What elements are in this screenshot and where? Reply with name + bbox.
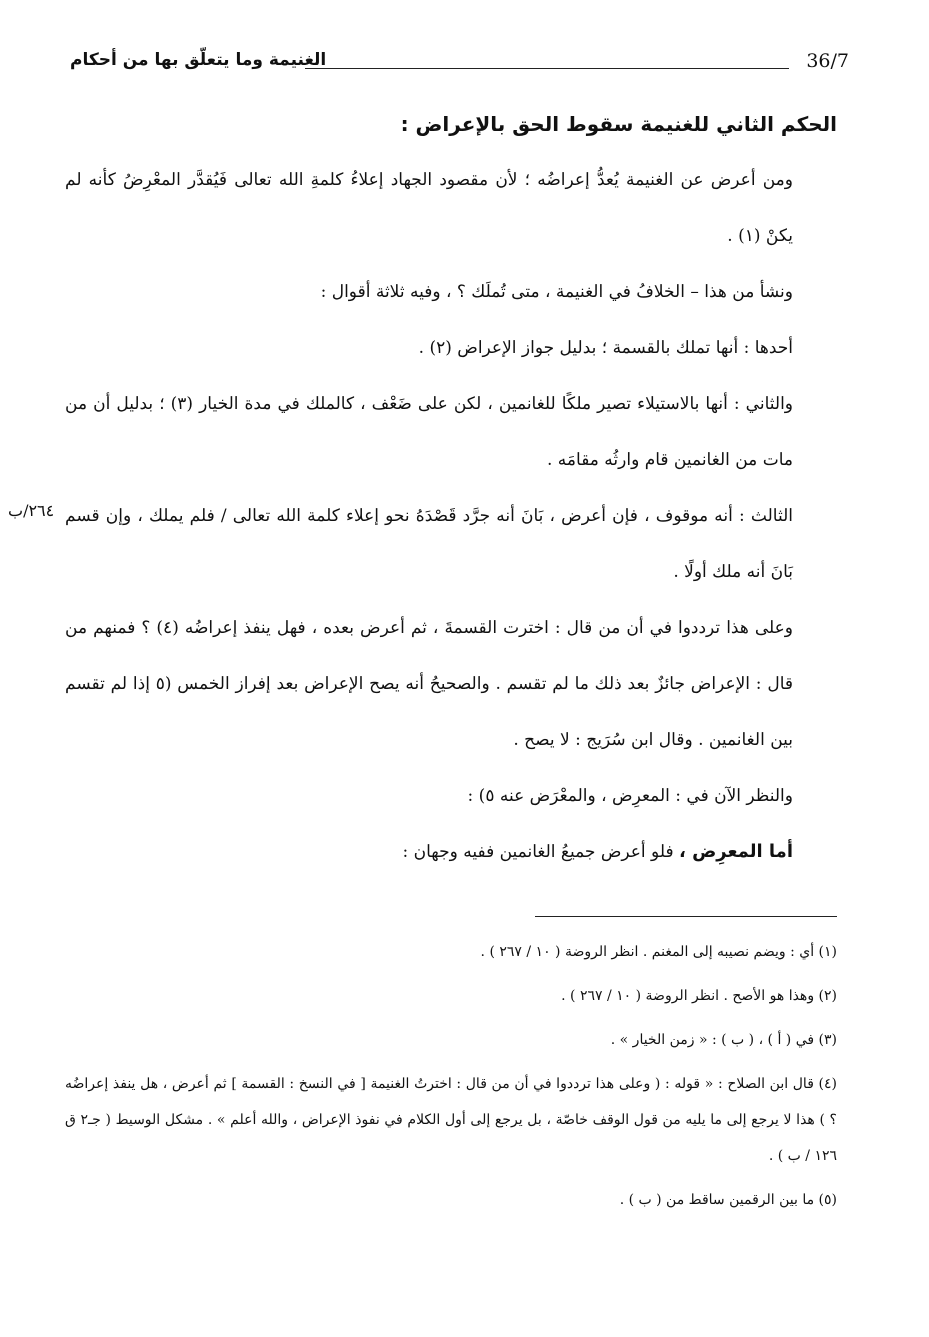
header-rule bbox=[305, 68, 789, 69]
footnote: (٢) وهذا هو الأصح . انظر الروضة ( ١٠ / ٢٦٧ ) . bbox=[561, 988, 837, 1004]
paragraph-text: فلو أعرض جميعُ الغانمين ففيه وجهان : bbox=[402, 842, 679, 862]
paragraph: ومن أعرض عن الغنيمة يُعدُّ إعراضُه ؛ لأن مقصود الجهاد إعلاءُ كلمةِ الله تعالى فَيُقدَّر المعْرِضُ كأنه لم يكنْ (١) . bbox=[65, 170, 793, 246]
paragraph: ونشأ من هذا – الخلافُ في الغنيمة ، متى تُملَك ؟ ، وفيه ثلاثة أقوال : bbox=[320, 282, 793, 302]
paragraph: والثاني : أنها بالاستيلاء تصير ملكًا للغانمين ، لكن على ضَعْف ، كالملك في مدة الخيار (٣) ؛ بدليل أن من مات من الغانمين قام وارثُه مقامَه . bbox=[65, 394, 793, 470]
footnote: (٤) قال ابن الصلاح : « قوله : ( وعلى هذا ترددوا في أن من قال : اخترتُ الغنيمة [ في النسخ : القسمة ] ثم أعرض ، هل ينفذ إعراضُه ؟ ) هذا لا يرجع إلى ما يليه من قول الوقف خاصّة ، بل يرجع إلى أول الكلام في نفوذ الإعراض ، والله أعلم » . مشكل الوسيط ( جـ٢ ق ١٢٦ / ب ) . bbox=[65, 1076, 837, 1164]
paragraph: الثالث : أنه موقوف ، فإن أعرض ، بَانَ أنه جرَّد قَصْدَهُ نحو إعلاء كلمة الله تعالى / فلم يملك ، وإن قسم بَانَ أنه ملك أولًا . bbox=[65, 506, 793, 582]
paragraph-last bbox=[65, 824, 837, 880]
running-title: الغنيمة وما يتعلّق بها من أحكام bbox=[70, 50, 327, 70]
manuscript-folio-marker: ٢٦٤/ب bbox=[8, 501, 55, 520]
page-number: 36/7 bbox=[806, 50, 849, 72]
running-header bbox=[60, 44, 849, 80]
paragraph: والنظر الآن في : المعرِض ، والمعْرَض عنه ٥) : bbox=[467, 786, 793, 806]
footnote: (١) أي : ويضم نصيبه إلى المغنم . انظر الروضة ( ١٠ / ٢٦٧ ) . bbox=[480, 944, 837, 960]
paragraph: وعلى هذا ترددوا في أن من قال : اخترت القسمةَ ، ثم أعرض بعده ، فهل ينفذ إعراضُه (٤) ؟ فمنهم من قال : الإعراض جائزٌ بعد ذلك ما لم تقسم . والصحيحُ أنه يصح الإعراض بعد إفراز الخمس (٥ إذا لم تقسم بين الغانمين . وقال ابن سُرَيج : لا يصح . bbox=[65, 618, 793, 750]
footnotes bbox=[65, 934, 837, 1226]
main-text bbox=[65, 106, 837, 880]
footnote-separator bbox=[535, 916, 837, 917]
section-heading: الحكم الثاني للغنيمة سقوط الحق بالإعراض : bbox=[400, 112, 837, 136]
footnote: (٥) ما بين الرقمين ساقط من ( ب ) . bbox=[619, 1192, 837, 1208]
footnote: (٣) في ( أ ) ، ( ب ) : « زمن الخيار » . bbox=[610, 1032, 837, 1048]
paragraph: أحدها : أنها تملك بالقسمة ؛ بدليل جواز الإعراض (٢) . bbox=[418, 338, 793, 358]
subsection-label: أما المعرِض ، bbox=[678, 841, 793, 862]
